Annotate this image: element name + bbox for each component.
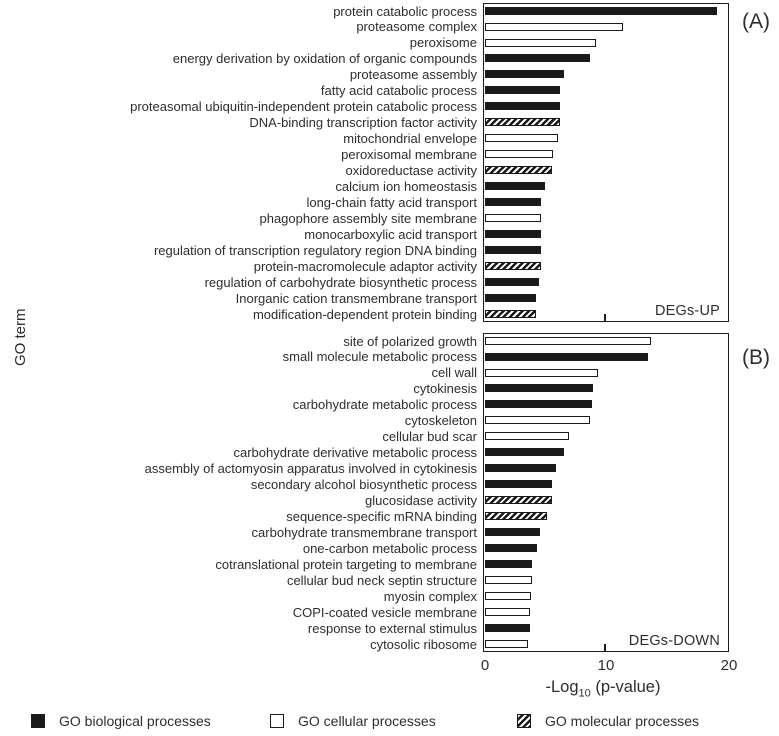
x-axis-label-prefix: -Log [545,678,579,696]
x-tick-10: 10 [597,657,615,674]
go-term-label: monocarboxylic acid transport [304,226,477,242]
go-term-label: cotranslational protein targeting to membrane [215,556,477,572]
go-term-label: phagophore assembly site membrane [259,210,477,226]
legend-item-biological [31,712,211,730]
go-term-label: protein-macromolecule adaptor activity [253,258,477,274]
go-term-label: Inorganic cation transmembrane transport [235,290,477,306]
go-term-bar [485,432,569,440]
go-term-bar [485,134,558,142]
panel-b-axis-tick-10 [604,644,606,651]
x-tick-20: 20 [720,657,738,674]
go-term-label: cellular bud neck septin structure [286,572,477,588]
go-term-bar [485,416,590,424]
panel-b-plot-box [483,333,729,652]
x-axis-label-suffix: (p-value) [590,678,661,696]
go-term-bar [485,118,561,126]
go-term-label: calcium ion homeostasis [335,178,477,194]
go-term-label: site of polarized growth [343,333,477,349]
go-term-bar [485,592,531,600]
go-term-bar [485,608,530,616]
go-term-bar [485,23,623,31]
go-term-bar [485,337,651,345]
go-term-label: DNA-binding transcription factor activity [249,115,477,131]
go-term-label: cytokinesis [413,381,477,397]
go-term-label: regulation of transcription regulatory region DNA binding [153,242,477,258]
go-term-bar [485,7,717,15]
go-term-label: protein catabolic process [333,3,477,19]
go-term-label: proteasome complex [356,19,477,35]
go-term-bar [485,464,556,472]
go-term-label: peroxisome [409,35,477,51]
go-term-bar [485,560,533,568]
x-tick-0: 0 [480,657,490,674]
go-term-label: proteasomal ubiquitin-independent protein catabolic process [130,99,477,115]
go-term-bar [485,182,545,190]
go-term-bar [485,400,592,408]
go-term-bar [485,166,552,174]
legend-label-cellular: GO cellular processes [298,713,436,729]
y-axis-label: GO term [12,308,29,366]
go-term-label: COPI-coated vesicle membrane [292,604,477,620]
go-term-label: modification-dependent protein binding [252,306,477,322]
go-term-label: glucosidase activity [365,493,477,508]
go-term-bar [485,230,541,238]
go-term-bar [485,353,649,361]
legend-label-biological: GO biological processes [59,713,211,729]
go-term-label: carbohydrate transmembrane transport [251,524,477,540]
legend-item-molecular [517,712,699,730]
legend-swatch-white-icon [270,714,284,728]
go-term-label: carbohydrate derivative metabolic process [233,445,477,461]
x-axis-label-subscript: 10 [578,687,591,700]
go-term-label: oxidoreductase activity [345,163,477,178]
go-term-bar [485,448,564,456]
go-term-bar [485,39,596,47]
go-term-label: mitochondrial envelope [343,131,477,147]
go-term-bar [485,640,528,648]
go-term-bar [485,544,538,552]
panel-a-axis-tick-10 [604,314,606,321]
go-term-label: fatty acid catabolic process [320,83,477,99]
go-term-bar [485,262,541,270]
go-term-bar [485,480,552,488]
go-term-bar [485,70,564,78]
go-term-label: peroxisomal membrane [341,147,477,163]
legend-swatch-hatched-icon [517,714,531,728]
go-term-label: assembly of actomyosin apparatus involved in cytokinesis [144,461,477,477]
go-term-label: carbohydrate metabolic process [292,397,477,413]
go-term-label: cytoskeleton [404,413,477,429]
legend-label-molecular: GO molecular processes [545,713,700,729]
legend-swatch-black-icon [31,714,45,728]
go-term-label: sequence-specific mRNA binding [286,508,477,524]
go-term-label: energy derivation by oxidation of organic compounds [172,51,477,67]
go-term-bar [485,528,540,536]
go-term-bar [485,294,536,302]
go-term-bar [485,198,541,206]
go-term-label: small molecule metabolic process [282,349,477,365]
go-term-label: long-chain fatty acid transport [306,194,477,210]
go-term-label: myosin complex [383,588,477,604]
go-term-bar [485,624,530,632]
panel-a-inner-label: DEGs-UP [654,303,720,319]
panel-b-letter: (B) [742,346,770,369]
go-term-bar [485,310,536,318]
go-term-bar [485,54,590,62]
go-term-bar [485,512,547,520]
go-term-label: cellular bud scar [382,429,477,445]
panel-a-letter: (A) [742,10,770,33]
go-term-bar [485,496,552,504]
go-term-label: cytosolic ribosome [370,636,477,652]
go-term-bar [485,150,553,158]
legend-item-cellular [270,712,436,730]
go-term-bar [485,102,561,110]
go-term-bar [485,384,594,392]
go-term-label: proteasome assembly [349,67,477,83]
go-term-label: secondary alcohol biosynthetic process [250,477,477,493]
panel-a-plot-box [483,3,729,322]
go-term-bar [485,576,533,584]
go-term-label: regulation of carbohydrate biosynthetic process [204,274,477,290]
go-term-bar [485,214,541,222]
go-term-bar [485,246,541,254]
go-term-label: one-carbon metabolic process [302,540,477,556]
go-term-bar [485,86,561,94]
go-term-bar [485,369,599,377]
panel-b-inner-label: DEGs-DOWN [628,633,720,649]
go-term-label: cell wall [431,365,477,381]
go-term-label: response to external stimulus [307,620,477,636]
x-axis-label [546,678,661,699]
go-term-bar [485,278,539,286]
